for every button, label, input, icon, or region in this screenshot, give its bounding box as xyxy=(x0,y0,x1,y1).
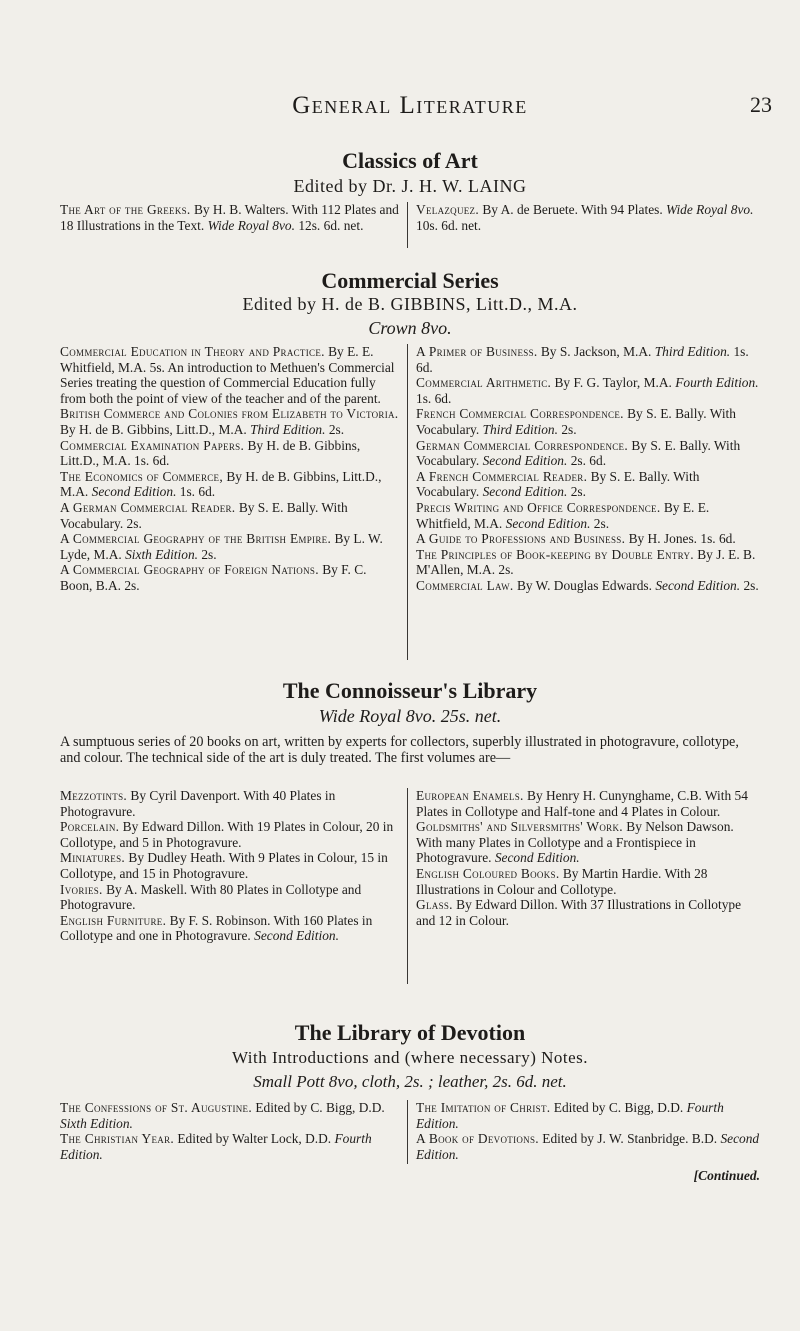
catalogue-entry xyxy=(416,469,760,500)
catalogue-entry xyxy=(416,344,760,375)
devotion-left-column xyxy=(60,1100,400,1162)
catalogue-entry xyxy=(60,1100,400,1131)
catalogue-entry xyxy=(416,1131,760,1162)
classics-title: Classics of Art xyxy=(342,148,478,173)
devotion-right-column xyxy=(416,1100,760,1162)
entry-edition: Sixth Edition. xyxy=(125,546,198,562)
entry-price: 12s. 6d. net. xyxy=(294,217,364,233)
entry-edition: Third Edition. xyxy=(482,421,558,437)
entry-heading: Precis Writing and Office Correspondence. xyxy=(416,499,661,515)
catalogue-entry xyxy=(60,500,400,531)
entry-heading: English Furniture. xyxy=(60,912,167,928)
entry-text: By F. S. Robinson. With 160 Plates in Collotype and one in Photogravure. xyxy=(60,912,373,944)
page-number: 23 xyxy=(750,92,772,117)
entry-text: By Edward Dillon. With 37 Illustrations in Collotype and 12 in Colour. xyxy=(416,897,742,928)
entry-heading: The Economics of Commerce, xyxy=(60,468,223,484)
entry-text: By A. Maskell. With 80 Plates in Collotype and Photogravure. xyxy=(60,881,362,913)
entry-text: By A. de Beruete. With 94 Plates. xyxy=(479,202,667,217)
catalogue-entry xyxy=(416,375,760,406)
entry-price: 2s. xyxy=(740,577,759,593)
entry-text: By E. E. Whitfield, M.A. 5s. An introduction to Methuen's Commercial Series treating the question of Commercial Education fully from both the point of view of the teacher and of the parent. xyxy=(60,344,395,406)
entry-text: By Henry H. Cunynghame, C.B. With 54 Plates in Collotype and Half-tone and 4 Plates in Colour. xyxy=(416,788,748,819)
catalogue-entry xyxy=(60,469,400,500)
entry-heading: A German Commercial Reader. xyxy=(60,499,236,515)
entry-price: 2s. 6d. xyxy=(567,453,607,469)
entry-heading: Commercial Law. xyxy=(416,577,514,593)
entry-heading: A Guide to Professions and Business. xyxy=(416,531,626,547)
entry-edition: Sixth Edition. xyxy=(60,1115,133,1131)
entry-edition: Wide Royal 8vo. xyxy=(207,217,295,233)
entry-price: 1s. 6d. xyxy=(176,484,216,500)
catalogue-entry xyxy=(60,438,400,469)
entry-price: 2s. xyxy=(557,421,577,437)
entry-heading: English Coloured Books. xyxy=(416,865,560,881)
entry-text: By S. E. Bally. With Vocabulary. xyxy=(416,437,741,469)
catalogue-entry xyxy=(60,1131,400,1162)
catalogue-entry xyxy=(416,406,760,437)
catalogue-entry xyxy=(416,202,760,233)
catalogue-entry xyxy=(60,562,400,593)
entry-text: By Martin Hardie. With 28 Illustrations in Colour and Collotype. xyxy=(416,865,708,897)
catalogue-entry xyxy=(60,202,400,233)
catalogue-entry xyxy=(416,788,760,819)
entry-price: 10s. 6d. net. xyxy=(416,217,482,233)
classics-left-column xyxy=(60,202,400,233)
entry-price: 2s. xyxy=(567,484,586,500)
entry-text: By S. Jackson, M.A. xyxy=(537,344,655,359)
connoisseur-intro: A sumptuous series of 20 books on art, written by experts for collectors, superbly illustrated in photogravure, collotype, and colour. The technical side of the art is duly treated. The first volumes are— xyxy=(60,734,739,766)
entry-text: By Edward Dillon. With 19 Plates in Colour, 20 in Collotype, and 5 in Photogravure. xyxy=(60,819,394,850)
devotion-subtitle: With Introductions and (where necessary) Notes. xyxy=(231,1048,589,1067)
column-divider xyxy=(407,1100,408,1164)
entry-heading: A Book of Devotions. xyxy=(416,1131,539,1147)
entry-edition: Second Edition. xyxy=(482,453,568,469)
commercial-title: Commercial Series xyxy=(321,268,499,293)
entry-text: By H. de B. Gibbins, Litt.D., M.A. 1s. 6d. xyxy=(60,437,361,469)
catalogue-entry xyxy=(60,788,400,819)
entry-heading: A French Commercial Reader. xyxy=(416,468,588,484)
entry-heading: Glass. xyxy=(416,897,453,913)
entry-text: By H. de B. Gibbins, Litt.D., M.A. xyxy=(60,421,251,437)
entry-price: 1s. 6d. xyxy=(416,344,749,375)
classics-right-column xyxy=(416,202,760,233)
entry-edition: Second Edition. xyxy=(505,515,591,531)
connoisseur-title: The Connoisseur's Library xyxy=(282,678,538,703)
entry-edition: Second Edition. xyxy=(91,484,177,500)
entry-text: By J. E. B. M'Allen, M.A. 2s. xyxy=(416,546,756,578)
entry-text: By H. Jones. 1s. 6d. xyxy=(625,531,736,547)
entry-heading: Goldsmiths' and Silversmiths' Work. xyxy=(416,819,623,835)
entry-text: By Cyril Davenport. With 40 Plates in Photogravure. xyxy=(60,788,336,819)
entry-edition: Third Edition. xyxy=(250,421,326,437)
catalogue-entry xyxy=(60,913,400,944)
entry-price: 2s. xyxy=(325,421,345,437)
catalogue-entry xyxy=(416,866,760,897)
devotion-format: Small Pott 8vo, cloth, 2s. ; leather, 2s. 6d. net. xyxy=(253,1072,567,1091)
entry-text: By H. B. Walters. With 112 Plates and 18 Illustrations in the Text. xyxy=(60,202,399,233)
entry-edition: Wide Royal 8vo. xyxy=(666,202,754,217)
entry-heading: German Commercial Correspondence. xyxy=(416,437,628,453)
catalogue-entry xyxy=(416,531,760,547)
entry-edition: Second Edition. xyxy=(494,850,580,866)
entry-heading: The Imitation of Christ. xyxy=(416,1100,551,1115)
entry-heading: Commercial Arithmetic. xyxy=(416,375,552,391)
catalogue-entry xyxy=(60,850,400,881)
classics-editor: Edited by Dr. J. H. W. LAING xyxy=(293,176,527,196)
column-divider xyxy=(407,202,408,248)
catalogue-entry xyxy=(416,438,760,469)
catalogue-entry xyxy=(416,897,760,928)
catalogue-entry xyxy=(416,547,760,578)
devotion-title: The Library of Devotion xyxy=(294,1020,526,1045)
entry-text: By E. E. Whitfield, M.A. xyxy=(416,499,710,531)
entry-text: By S. E. Bally. With Vocabulary. 2s. xyxy=(60,499,348,531)
entry-text: Edited by C. Bigg, D.D. xyxy=(550,1100,687,1115)
entry-heading: Porcelain. xyxy=(60,819,120,835)
running-head: General Literature xyxy=(292,92,528,119)
entry-heading: French Commercial Correspondence. xyxy=(416,406,624,422)
catalogue-entry xyxy=(60,819,400,850)
entry-heading: Commercial Education in Theory and Practice. xyxy=(60,344,325,359)
entry-price: 1s. 6d. xyxy=(416,390,452,406)
entry-edition: Second Edition. xyxy=(416,1131,760,1162)
entry-heading: The Confessions of St. Augustine. xyxy=(60,1100,252,1115)
connoisseur-right-column xyxy=(416,788,760,928)
entry-heading: A Commercial Geography of the British Empire. xyxy=(60,531,332,547)
entry-heading: Mezzotints. xyxy=(60,788,128,803)
entry-text: By Dudley Heath. With 9 Plates in Colour, 15 in Collotype, and 15 in Photogravure. xyxy=(60,850,388,881)
catalogue-entry xyxy=(416,578,760,594)
commercial-editor: Edited by H. de B. GIBBINS, Litt.D., M.A. xyxy=(242,294,578,314)
catalogue-entry xyxy=(416,500,760,531)
entry-text: By Nelson Dawson. With many Plates in Collotype and a Frontispiece in Photogravure. xyxy=(416,819,734,866)
connoisseur-format: Wide Royal 8vo. 25s. net. xyxy=(318,706,502,726)
catalogue-entry xyxy=(60,882,400,913)
continued-note: [Continued. xyxy=(693,1168,760,1183)
commercial-format: Crown 8vo. xyxy=(368,318,452,338)
catalogue-entry xyxy=(416,1100,760,1131)
catalogue-entry xyxy=(60,531,400,562)
entry-heading: The Principles of Book-keeping by Double Entry. xyxy=(416,546,694,562)
entry-edition: Fourth Edition. xyxy=(60,1131,372,1162)
entry-edition: Fourth Edition. xyxy=(416,1100,724,1131)
entry-edition: Fourth Edition. xyxy=(675,375,759,391)
column-divider xyxy=(407,788,408,984)
entry-edition: Third Edition. xyxy=(654,344,731,359)
entry-heading: A Primer of Business. xyxy=(416,344,538,359)
column-divider xyxy=(407,344,408,660)
commercial-left-column xyxy=(60,344,400,594)
entry-price: 2s. xyxy=(198,546,217,562)
catalogue-entry xyxy=(60,406,400,437)
entry-edition: Second Edition. xyxy=(655,577,741,593)
entry-text: By S. E. Bally. With Vocabulary. xyxy=(416,406,736,437)
entry-text: Edited by Walter Lock, D.D. xyxy=(174,1131,335,1147)
connoisseur-left-column xyxy=(60,788,400,944)
catalogue-entry xyxy=(60,344,400,406)
entry-text: Edited by J. W. Stanbridge. B.D. xyxy=(538,1131,721,1147)
entry-heading: British Commerce and Colonies from Elizabeth to Victoria. xyxy=(60,406,399,422)
entry-text: By W. Douglas Edwards. xyxy=(513,577,656,593)
catalogue-page xyxy=(60,0,772,1331)
entry-text: Edited by C. Bigg, D.D. xyxy=(251,1100,385,1115)
commercial-right-column xyxy=(416,344,760,594)
entry-heading: The Christian Year. xyxy=(60,1131,175,1147)
entry-heading: The Art of the Greeks. xyxy=(60,202,191,217)
entry-edition: Second Edition. xyxy=(482,484,568,500)
entry-text: By F. G. Taylor, M.A. xyxy=(551,375,676,391)
entry-heading: Ivories. xyxy=(60,881,103,897)
catalogue-entry xyxy=(416,819,760,866)
entry-text: By F. C. Boon, B.A. 2s. xyxy=(60,562,367,593)
entry-heading: European Enamels. xyxy=(416,788,524,803)
entry-text: By S. E. Bally. With Vocabulary. xyxy=(416,468,700,500)
entry-price: 2s. xyxy=(590,515,610,531)
entry-heading: Commercial Examination Papers. xyxy=(60,437,245,453)
entry-heading: Velazquez. xyxy=(416,202,480,217)
entry-text: By L. W. Lyde, M.A. xyxy=(60,531,383,562)
entry-heading: Miniatures. xyxy=(60,850,126,866)
entry-text: By H. de B. Gibbins, Litt.D., M.A. xyxy=(60,468,382,500)
entry-edition: Second Edition. xyxy=(254,928,339,944)
entry-heading: A Commercial Geography of Foreign Nations. xyxy=(60,562,319,578)
